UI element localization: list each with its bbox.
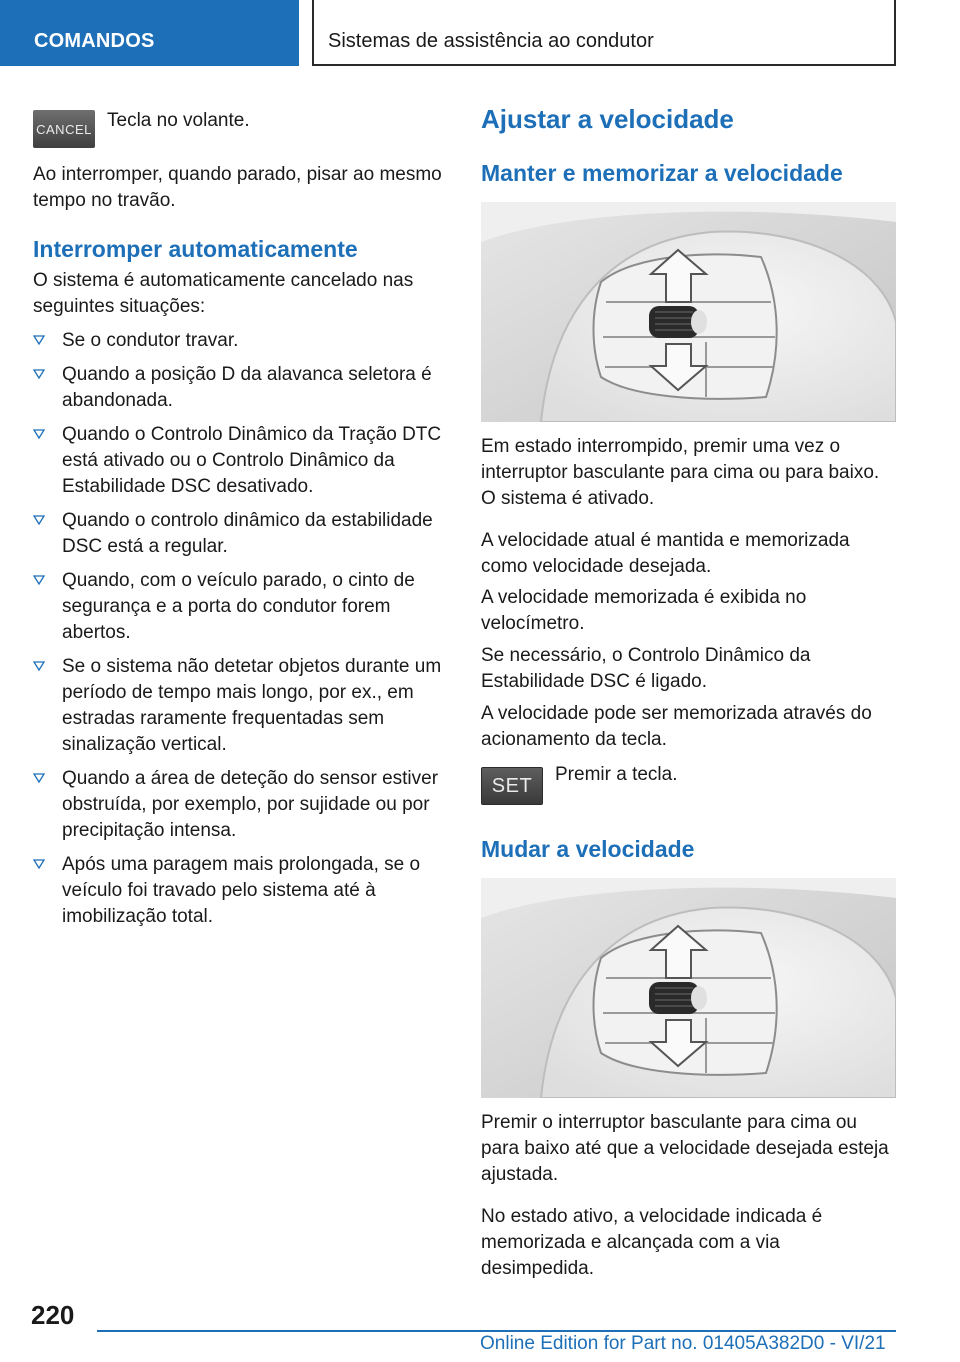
- list-item: Se o condutor travar.: [33, 328, 451, 354]
- steering-wheel-rocker-icon: [481, 878, 896, 1098]
- cancel-key-caption: Tecla no volante.: [107, 110, 250, 131]
- triangle-bullet-icon: [33, 514, 45, 526]
- steering-wheel-rocker-image-2: [481, 878, 896, 1098]
- keep-speed-heading: Manter e memorizar a velocidade: [481, 160, 843, 186]
- list-item: Após uma paragem mais prolongada, se o veículo foi travado pelo sistema até à imobilização total.: [33, 852, 451, 930]
- triangle-bullet-icon: [33, 574, 45, 586]
- chapter-title: Sistemas de assistência ao condutor: [312, 0, 896, 66]
- change-paragraph-2: No estado ativo, a velocidade indicada é memorizada e alcançada com a via desimpedida.: [481, 1206, 823, 1279]
- cancel-key-icon: CANCEL: [33, 110, 95, 148]
- triangle-bullet-icon: [33, 334, 45, 346]
- list-item: Quando a posição D da alavanca seletora é abandonada.: [33, 362, 451, 414]
- change-paragraph-1: Premir o interruptor basculante para cima ou para baixo até que a velocidade desejada esteja ajustada.: [481, 1112, 889, 1185]
- set-key-caption: Premir a tecla.: [555, 764, 678, 785]
- keep-paragraph-1: Em estado interrompido, premir uma vez o interruptor basculante para cima ou para baixo. O sistema é ativado.: [481, 436, 880, 509]
- keep-paragraph-4: Se necessário, o Controlo Dinâmico da Estabilidade DSC é ligado.: [481, 645, 811, 692]
- triangle-bullet-icon: [33, 858, 45, 870]
- brake-paragraph: Ao interromper, quando parado, pisar ao mesmo tempo no travão.: [33, 164, 442, 211]
- keep-paragraph-2: A velocidade atual é mantida e memorizada como velocidade desejada.: [481, 530, 850, 577]
- section-tab: COMANDOS: [0, 0, 299, 66]
- set-key-icon: SET: [481, 767, 543, 805]
- auto-cancel-intro: O sistema é automaticamente cancelado nas seguintes situações:: [33, 270, 414, 317]
- list-item: Quando o controlo dinâmico da estabilidade DSC está a regular.: [33, 508, 451, 560]
- page-number: 220: [31, 1300, 75, 1330]
- list-item: Quando a área de deteção do sensor estiver obstruída, por exemplo, por sujidade ou por precipitação intensa.: [33, 766, 451, 844]
- edition-footer: Online Edition for Part no. 01405A382D0 - VI/21: [480, 1333, 886, 1354]
- steering-wheel-rocker-image: [481, 202, 896, 422]
- list-item: Se o sistema não detetar objetos durante um período de tempo mais longo, por ex., em estradas raramente frequentadas sem sinalização vertical.: [33, 654, 451, 758]
- triangle-bullet-icon: [33, 660, 45, 672]
- keep-paragraph-5: A velocidade pode ser memorizada através do acionamento da tecla.: [481, 703, 872, 750]
- steering-wheel-rocker-icon: [481, 202, 896, 422]
- triangle-bullet-icon: [33, 772, 45, 784]
- auto-cancel-heading: Interromper automaticamente: [33, 236, 358, 262]
- list-item: Quando o Controlo Dinâmico da Tração DTC está ativado ou o Controlo Dinâmico da Estabilidade DSC desativado.: [33, 422, 451, 500]
- triangle-bullet-icon: [33, 368, 45, 380]
- main-heading: Ajustar a velocidade: [481, 104, 734, 134]
- change-speed-heading: Mudar a velocidade: [481, 836, 695, 862]
- auto-cancel-list: [33, 328, 451, 938]
- keep-paragraph-3: A velocidade memorizada é exibida no velocímetro.: [481, 587, 807, 634]
- list-item: Quando, com o veículo parado, o cinto de segurança e a porta do condutor forem abertos.: [33, 568, 451, 646]
- footer-divider: [97, 1330, 896, 1332]
- triangle-bullet-icon: [33, 428, 45, 440]
